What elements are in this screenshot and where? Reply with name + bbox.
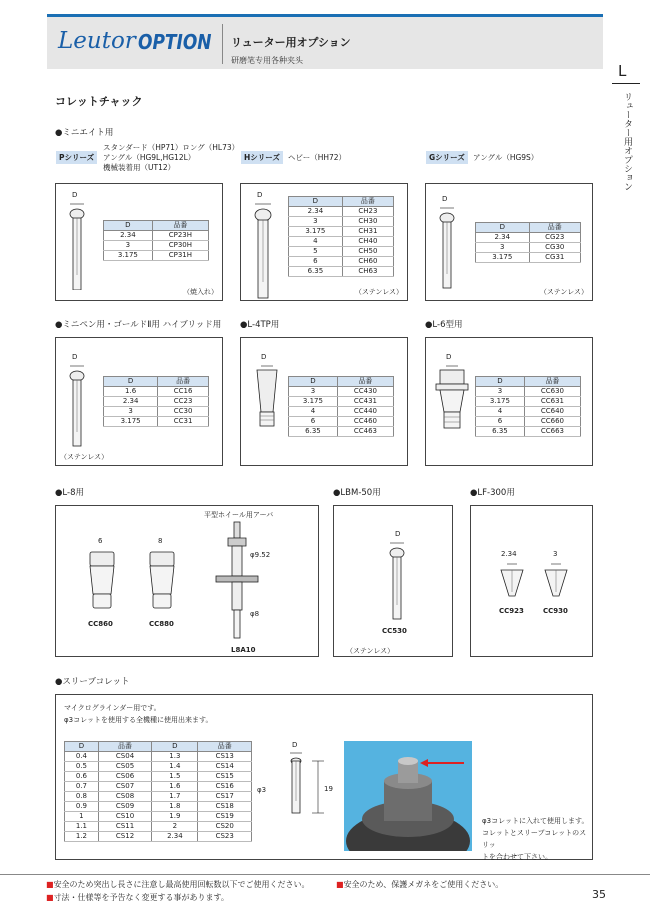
row3-heading-lbm50: ●LBM-50用 [333,488,381,498]
table-row: 4 CC440 [289,407,394,417]
table-row: 4 CC640 [476,407,581,417]
table-row: 3.175 CP31H [104,251,209,261]
spec-table-cp: D 品番 2.34 CP23H 3 CP30H 3.175 CP31H [103,220,209,261]
table-row: 1 CS10 1.9 CS19 [65,812,252,822]
dim-label: D [395,530,401,538]
table-row: 0.6 CS06 1.5 CS15 [65,772,252,782]
product-box-ch [240,183,408,301]
product-box-cc [55,337,223,466]
sleeve-desc-1: マイクログラインダー用です。 [64,704,161,712]
code-cc530: CC530 [382,627,407,635]
brand-option: OPTION [138,30,212,54]
product-box-l8 [55,505,319,657]
dim-label: D [261,353,267,361]
side-tab-letter: L [618,62,627,80]
product-box-cp [55,183,223,301]
collet-illustration [384,539,412,623]
table-row: 6.35 CC663 [476,427,581,437]
table-row: 0.8 CS08 1.7 CS17 [65,792,252,802]
arbor-illustration [206,520,266,644]
product-box-cc6 [425,337,593,466]
dim-label: D [72,191,78,199]
table-row: 0.7 CS07 1.6 CS16 [65,782,252,792]
footer-warning-1: ■安全のため突出し長さに注意し最高使用回転数以下でご使用ください。 [46,880,310,889]
series-desc-h: ヘビー（HH72） [288,153,347,162]
section-title: コレットチャック [55,95,143,108]
product-box-cg [425,183,593,301]
side-tab-text: リューター用オプション [622,92,632,191]
row3-heading-l8: ●L-8用 [55,488,84,498]
table-row: 3 CC30 [104,407,209,417]
spec-table-cc4: D 品番 3 CC430 3.175 CC431 4 CC440 6 CC460 6.35 CC463 [288,376,394,437]
table-row: 3.175 CG31 [476,253,581,263]
row2-heading-l4tp: ●L-4TP用 [240,320,280,330]
table-row: 1.2 CS12 2.34 CS23 [65,832,252,842]
table-row: 6 CC660 [476,417,581,427]
collet-illustration [541,562,571,602]
header-divider [222,24,223,64]
code-cc930: CC930 [543,607,568,615]
table-row: 2.34 CH23 [289,207,394,217]
product-photo [344,741,472,851]
dim-3: 3 [553,550,558,558]
series-desc-p: スタンダード（HP71）ロング（HL73） アングル（HG9L,HG12L） 機械装着用（UT12） [103,143,240,172]
table-row: 6 CC460 [289,417,394,427]
collet-illustration [64,362,92,450]
table-row: 5 CH50 [289,247,394,257]
row2-heading-l6: ●L-6型用 [425,320,463,330]
spec-table-sleeve: D 品番 D 品番 0.4 CS04 1.3 CS13 0.5 CS05 1.4 CS14 0.6 CS06 1.5 CS15 0.7 CS07 1.6 CS16 0.8 CS08 1.7 CS17 0.9 CS09 1.8 CS18 1 CS10 1.9 CS19 1.1 CS11 2 CS20 1.2 CS12 2.34 CS23 [64,741,252,842]
table-row: 6 CH60 [289,257,394,267]
page-title: リューター用オプション [231,36,351,49]
dim-8: 8 [158,537,163,545]
spec-table-cc6: D 品番 3 CC630 3.175 CC631 4 CC640 6 CC660 6.35 CC663 [475,376,581,437]
table-row: 3.175 CC31 [104,417,209,427]
material-note: （ステンレス） [539,288,588,296]
dim-label: D [72,353,78,361]
footer-warning-3: ■寸法・仕様等を予告なく変更する事があります。 [46,893,229,902]
collet-illustration [430,362,474,434]
table-row: 2.34 CC23 [104,397,209,407]
footer-warning-2: ■安全のため、保護メガネをご使用ください。 [336,880,504,889]
sleeve-desc-2: φ3コレットを使用する全機種に使用出来ます。 [64,716,213,724]
sleeve-heading: ●スリーブコレット [55,677,130,687]
table-row: 0.9 CS09 1.8 CS18 [65,802,252,812]
table-row: 0.5 CS05 1.4 CS14 [65,762,252,772]
code-l8a10: L8A10 [231,646,256,654]
collet-illustration [64,200,92,290]
dim-label: D [257,191,263,199]
product-box-lbm50 [333,505,453,657]
page-subtitle: 研磨笔专用各种夹头 [231,56,303,65]
table-row: 3.175 CC431 [289,397,394,407]
collet-illustration [497,562,527,602]
dim-phi3: φ3 [257,786,267,794]
table-row: 6.35 CC463 [289,427,394,437]
product-box-sleeve [55,694,593,860]
table-row: 3 CC430 [289,387,394,397]
table-row: 3 CG30 [476,243,581,253]
row3-heading-lf300: ●LF-300用 [470,488,515,498]
code-cc880: CC880 [149,620,174,628]
spec-table-cc: D 品番 1.6 CC16 2.34 CC23 3 CC30 3.175 CC31 [103,376,209,427]
series-pill-g: Gシリーズ [426,151,468,164]
photo-caption: φ3コレットに入れて使用します。 コレットとスリーブコレットのスリッ トを合わせて下さい。 [482,817,589,861]
table-row: 2.34 CG23 [476,233,581,243]
material-note: （ステンレス） [354,288,403,296]
dim-label: D [442,195,448,203]
mini-heading: ●ミニエイト用 [55,128,114,138]
dim-6: 6 [98,537,103,545]
dim-label: D [446,353,452,361]
spec-table-cg: D 品番 2.34 CG23 3 CG30 3.175 CG31 [475,222,581,263]
table-row: 1.6 CC16 [104,387,209,397]
collet-illustration [434,204,462,292]
table-row: 3 CP30H [104,241,209,251]
table-row: 3.175 CC631 [476,397,581,407]
table-row: 6.35 CH63 [289,267,394,277]
series-pill-p: Pシリーズ [56,151,97,164]
dim-phi8: φ8 [250,610,260,618]
table-row: 3.175 CH31 [289,227,394,237]
dim-phi952: φ9.52 [250,551,271,559]
material-note: （ステンレス） [60,453,109,461]
collet-illustration [247,362,287,432]
product-box-cc4 [240,337,408,466]
dim-label: D [292,741,298,749]
collet-illustration [249,200,279,300]
series-pill-h: Hシリーズ [241,151,283,164]
collet-illustration [144,546,180,616]
footer-line [0,874,650,875]
series-desc-g: アングル（HG9S） [473,153,539,162]
collet-illustration [84,546,120,616]
side-tab-line [612,83,640,84]
row2-heading-minipen: ●ミニペン用・ゴールドⅡ用 ハイブリッド用 [55,320,222,330]
table-row: 2.34 CP23H [104,231,209,241]
material-note: （ステンレス） [346,647,395,655]
dim-19: 19 [324,785,333,793]
code-cc860: CC860 [88,620,113,628]
arbor-title: 平型ホイール用アーバ [204,511,274,519]
table-row: 0.4 CS04 1.3 CS13 [65,752,252,762]
table-row: 3 CH30 [289,217,394,227]
material-note: （焼入れ） [183,288,218,296]
product-box-lf300 [470,505,593,657]
dim-234: 2.34 [501,550,517,558]
page-number: 35 [592,888,606,901]
table-row: 4 CH40 [289,237,394,247]
sleeve-illustration [282,751,342,817]
spec-table-ch: D 品番 2.34 CH23 3 CH30 3.175 CH31 4 CH40 5 CH50 6 CH60 6.35 CH63 [288,196,394,277]
brand-logo: Leutor [58,28,136,54]
code-cc923: CC923 [499,607,524,615]
table-row: 3 CC630 [476,387,581,397]
table-row: 1.1 CS11 2 CS20 [65,822,252,832]
